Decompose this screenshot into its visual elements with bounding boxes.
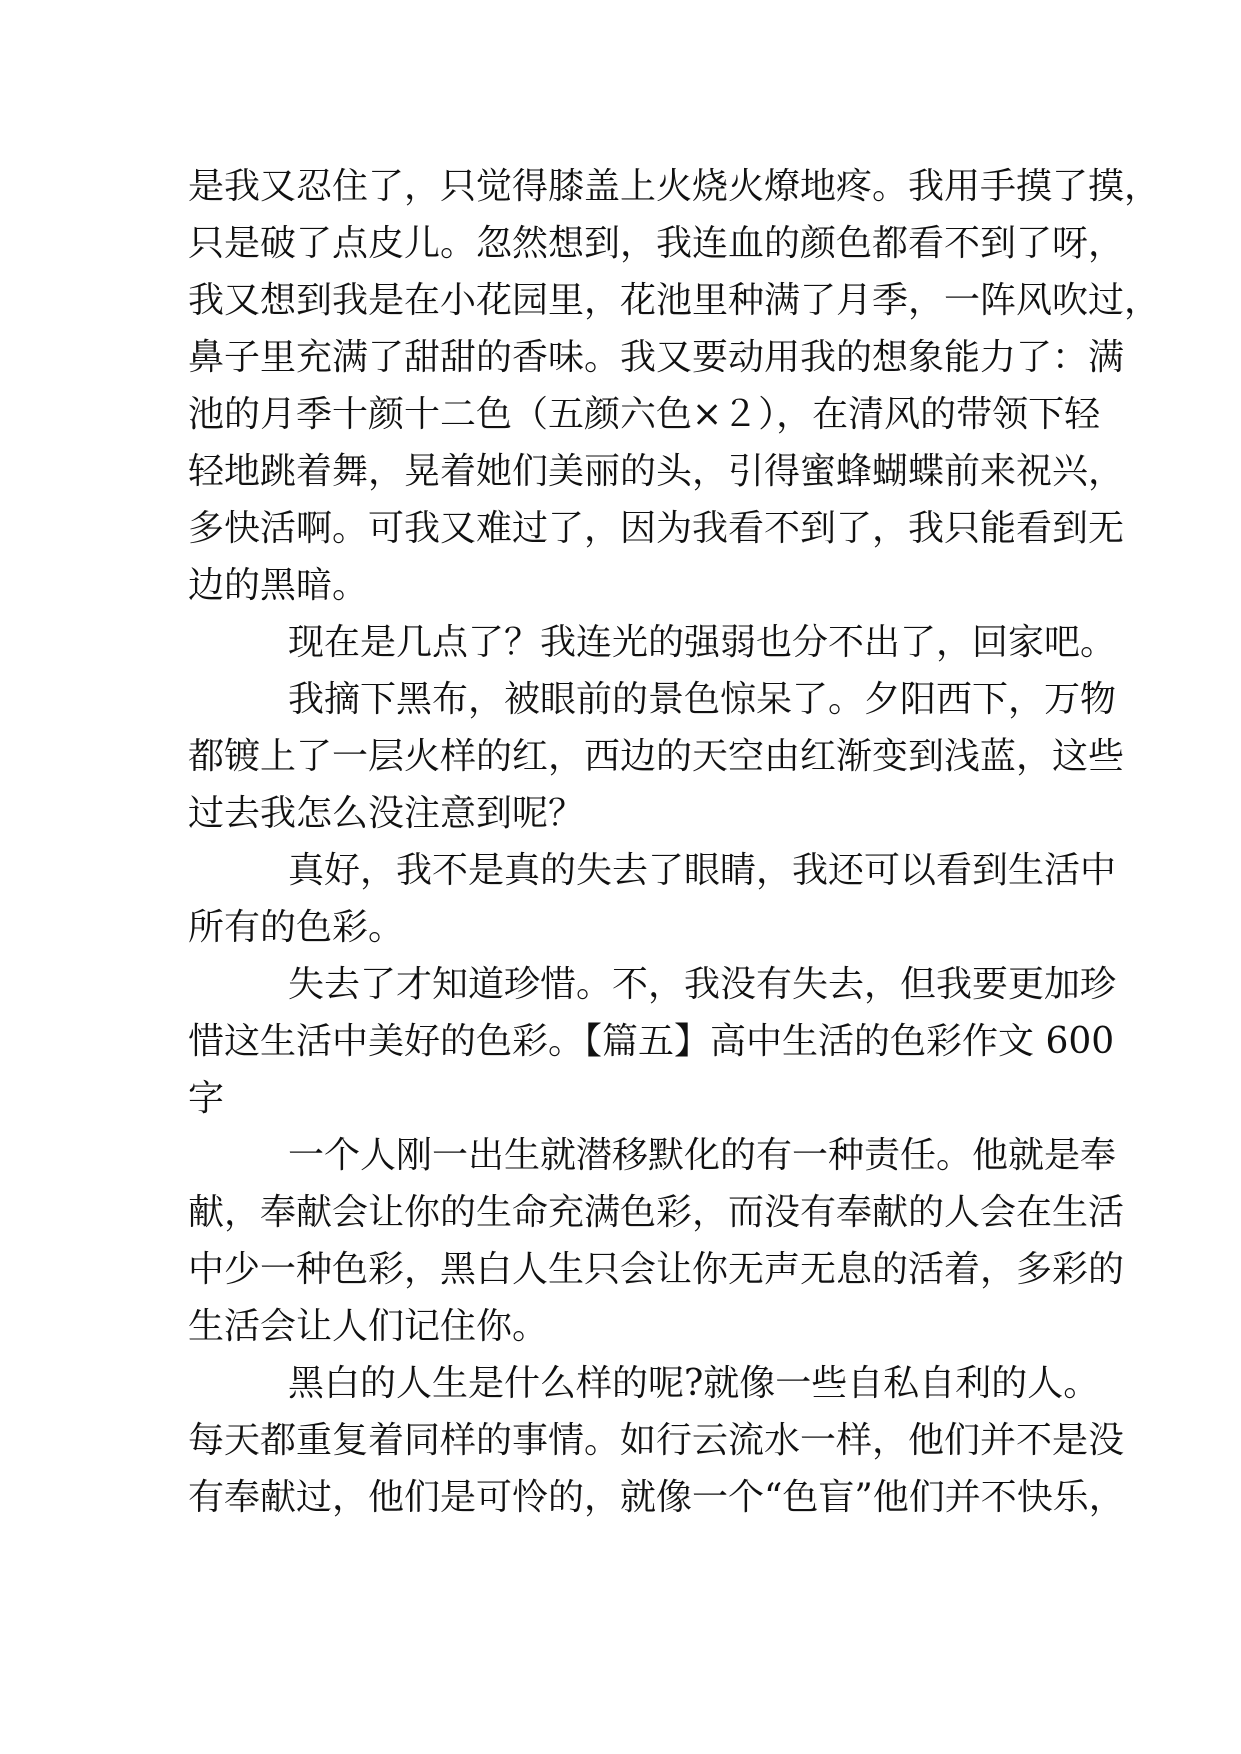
text-line: 现在是几点了？我连光的强弱也分不出了，回家吧。 — [288, 622, 1117, 663]
text-line: 都镀上了一层火样的红，西边的天空由红渐变到浅蓝，这些 — [188, 736, 1125, 777]
text-line: 生活会让人们记住你。 — [188, 1306, 549, 1347]
text-line: 轻地跳着舞，晃着她们美丽的头，引得蜜蜂蝴蝶前来祝兴， — [188, 451, 1125, 492]
text-line: 失去了才知道珍惜。不，我没有失去，但我要更加珍 — [288, 964, 1117, 1005]
text-line: 中少一种色彩，黑白人生只会让你无声无息的活着，多彩的 — [188, 1249, 1125, 1290]
text-line: 每天都重复着同样的事情。如行云流水一样，他们并不是没 — [188, 1420, 1125, 1461]
body-text — [188, 158, 1161, 1526]
text-line: 池的月季十颜十二色（五颜六色×２），在清风的带领下轻 — [188, 394, 1101, 435]
text-line: 边的黑暗。 — [188, 565, 369, 606]
text-line: 真好，我不是真的失去了眼睛，我还可以看到生活中 — [288, 850, 1117, 891]
text-line: 我摘下黑布，被眼前的景色惊呆了。夕阳西下，万物 — [288, 679, 1117, 720]
text-line: 惜这生活中美好的色彩。【篇五】高中生活的色彩作文 600 — [188, 1021, 1115, 1062]
text-line: 所有的色彩。 — [188, 907, 405, 948]
text-line: 献，奉献会让你的生命充满色彩，而没有奉献的人会在生活 — [188, 1192, 1125, 1233]
text-line: 黑白的人生是什么样的呢?就像一些自私自利的人。 — [288, 1363, 1100, 1404]
text-line: 鼻子里充满了甜甜的香味。我又要动用我的想象能力了：满 — [188, 337, 1125, 378]
text-line: 我又想到我是在小花园里，花池里种满了月季，一阵风吹过， — [188, 280, 1161, 321]
text-line: 是我又忍住了，只觉得膝盖上火烧火燎地疼。我用手摸了摸， — [188, 166, 1161, 207]
text-line: 一个人刚一出生就潜移默化的有一种责任。他就是奉 — [288, 1135, 1117, 1176]
text-line: 有奉献过，他们是可怜的，就像一个“色盲”他们并不快乐， — [188, 1477, 1125, 1518]
text-line: 过去我怎么没注意到呢？ — [188, 793, 585, 834]
text-line: 只是破了点皮儿。忽然想到，我连血的颜色都看不到了呀， — [188, 223, 1125, 264]
text-line: 多快活啊。可我又难过了，因为我看不到了，我只能看到无 — [188, 508, 1125, 549]
text-line: 字 — [188, 1078, 225, 1119]
